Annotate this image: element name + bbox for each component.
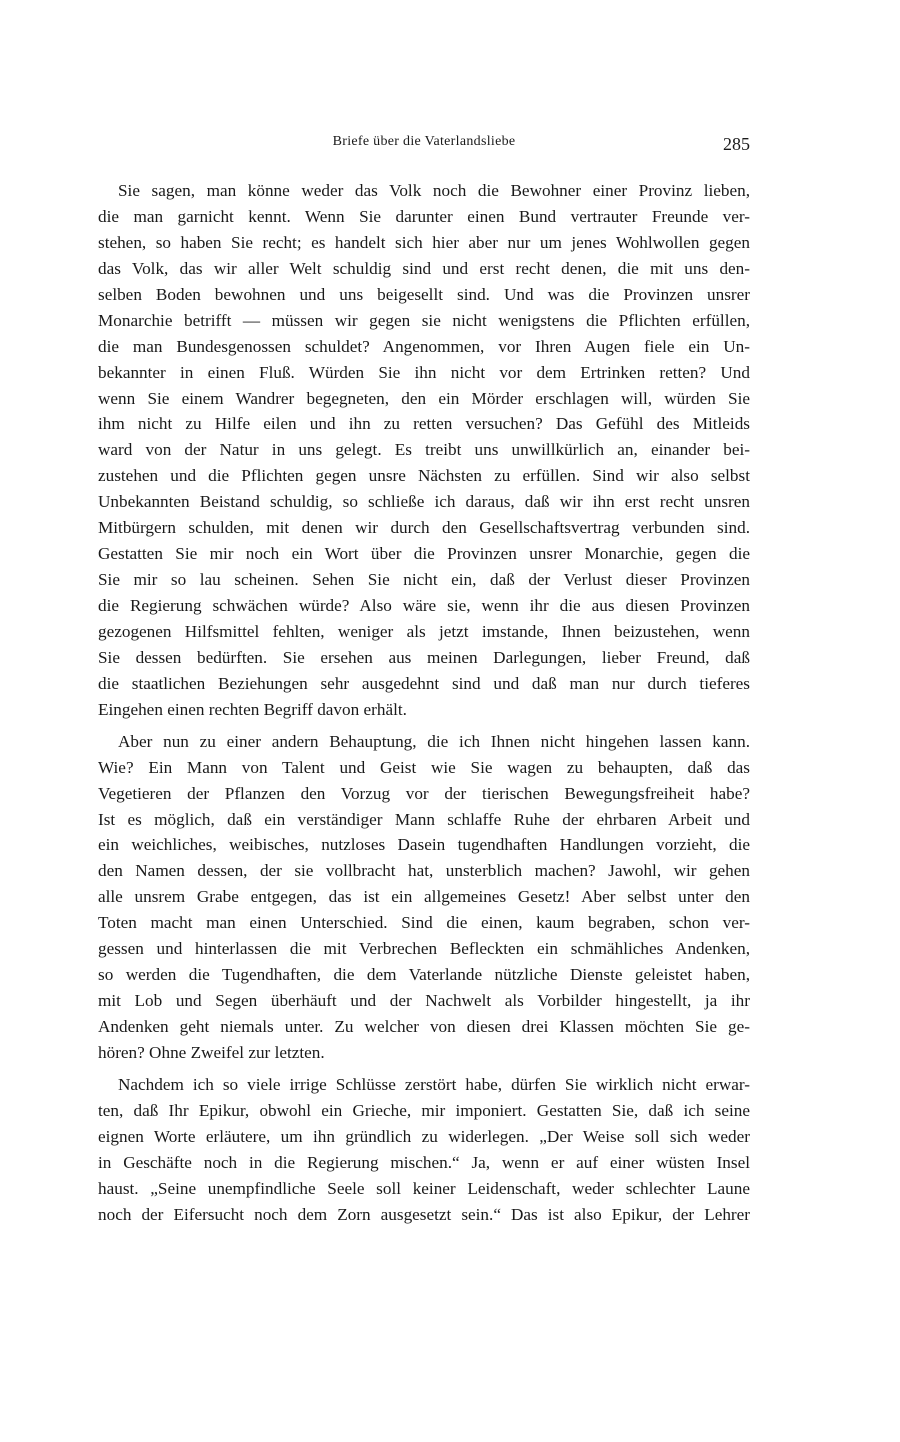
page-number: 285 bbox=[723, 134, 750, 154]
text-line: Sie mir so lau scheinen. Sehen Sie nicht ein, daß der Verlust dieser Provinzen bbox=[98, 570, 750, 590]
text-line: gessen und hinterlassen die mit Verbrechen Befleckten ein schmähliches Andenken, bbox=[98, 939, 750, 959]
text-line: ward von der Natur in uns gelegt. Es treibt uns unwillkürlich an, einander bei- bbox=[98, 440, 750, 460]
text-line: Gestatten Sie mir noch ein Wort über die Provinzen unsrer Monarchie, gegen die bbox=[98, 544, 750, 564]
text-line: Vegetieren der Pflanzen den Vorzug vor der tierischen Bewegungsfreiheit habe? bbox=[98, 783, 750, 803]
text-line: zustehen und die Pflichten gegen unsre Nächsten zu erfüllen. Sind wir also selbst bbox=[98, 466, 750, 486]
text-line: Aber nun zu einer andern Behauptung, die ich Ihnen nicht hingehen lassen kann. bbox=[118, 731, 750, 751]
text-line: stehen, so haben Sie recht; es handelt sich hier aber nur um jenes Wohlwollen gegen bbox=[98, 232, 750, 252]
text-line: ten, daß Ihr Epikur, obwohl ein Grieche, mir imponiert. Gestatten Sie, daß ich seine bbox=[98, 1100, 750, 1120]
text-line: mit Lob und Segen überhäuft und der Nachwelt als Vorbilder hingestellt, ja ihr bbox=[98, 991, 750, 1011]
text-line: Sie dessen bedürften. Sie ersehen aus meinen Darlegungen, lieber Freund, daß bbox=[98, 647, 750, 667]
text-line: so werden die Tugendhaften, die dem Vaterlande nützliche Dienste geleistet haben, bbox=[98, 965, 750, 985]
text-line: hören? Ohne Zweifel zur letzten. bbox=[98, 1042, 325, 1062]
paragraph-1 bbox=[98, 178, 750, 723]
text-line: Ist es möglich, daß ein verständiger Mann schlaffe Ruhe der ehrbaren Arbeit und bbox=[98, 809, 750, 829]
text-line: ihm nicht zu Hilfe eilen und ihn zu retten versuchen? Das Gefühl des Mitleids bbox=[98, 414, 750, 434]
text-line: wenn Sie einem Wandrer begegneten, den ein Mörder erschlagen will, würden Sie bbox=[98, 388, 750, 408]
running-title: Briefe über die Vaterlandsliebe bbox=[332, 134, 516, 149]
text-line: ein weichliches, weibisches, nutzloses Dasein tugendhaften Handlungen vorzieht, die bbox=[98, 835, 750, 855]
text-line: Wie? Ein Mann von Talent und Geist wie Sie wagen zu behaupten, daß das bbox=[98, 757, 750, 777]
text-line: Toten macht man einen Unterschied. Sind die einen, kaum begraben, schon ver- bbox=[98, 913, 750, 933]
text-line: Monarchie betrifft — müssen wir gegen sie nicht wenigstens die Pflichten erfüllen, bbox=[98, 310, 750, 330]
paragraph-3 bbox=[98, 1072, 750, 1228]
text-line: in Geschäfte noch in die Regierung mischen.“ Ja, wenn er auf einer wüsten Insel bbox=[98, 1152, 750, 1172]
text-line: bekannter in einen Fluß. Würden Sie ihn nicht vor dem Ertrinken retten? Und bbox=[98, 362, 750, 382]
text-line: Andenken geht niemals unter. Zu welcher von diesen drei Klassen möchten Sie ge- bbox=[98, 1017, 750, 1036]
running-head bbox=[98, 128, 750, 160]
text-line: Eingehen einen rechten Begriff davon erhält. bbox=[98, 699, 407, 719]
text-line: selben Boden bewohnen und uns beigesellt sind. Und was die Provinzen unsrer bbox=[98, 284, 750, 304]
text-line: das Volk, das wir aller Welt schuldig sind und erst recht denen, die mit uns den- bbox=[98, 258, 750, 278]
body-text bbox=[98, 178, 750, 1228]
text-line: die man garnicht kennt. Wenn Sie darunter einen Bund vertrauter Freunde ver- bbox=[98, 206, 750, 226]
text-line: die staatlichen Beziehungen sehr ausgedehnt sind und daß man nur durch tieferes bbox=[98, 673, 750, 693]
text-line: Sie sagen, man könne weder das Volk noch die Bewohner einer Provinz lieben, bbox=[118, 181, 750, 200]
text-line: die Regierung schwächen würde? Also wäre sie, wenn ihr die aus diesen Provinzen bbox=[98, 596, 750, 615]
text-line: die man Bundesgenossen schuldet? Angenommen, vor Ihren Augen fiele ein Un- bbox=[98, 336, 750, 356]
text-line: Nachdem ich so viele irrige Schlüsse zerstört habe, dürfen Sie wirklich nicht erwar- bbox=[118, 1074, 750, 1094]
text-line: alle unsrem Grabe entgegen, das ist ein allgemeines Gesetz! Aber selbst unter den bbox=[98, 887, 750, 907]
text-line: haust. „Seine unempfindliche Seele soll keiner Leidenschaft, weder schlechter Laune bbox=[98, 1178, 750, 1198]
paragraph-2 bbox=[98, 729, 750, 1066]
text-line: eignen Worte erläutere, um ihn gründlich zu widerlegen. „Der Weise soll sich weder bbox=[98, 1126, 750, 1146]
text-line: Mitbürgern schulden, mit denen wir durch den Gesellschaftsvertrag verbunden sind. bbox=[98, 518, 750, 538]
text-line: gezogenen Hilfsmittel fehlten, weniger als jetzt imstande, Ihnen beizustehen, wenn bbox=[98, 621, 750, 641]
text-line: Unbekannten Beistand schuldig, so schließe ich daraus, daß wir ihn erst recht unsren bbox=[98, 492, 750, 512]
text-line: den Namen dessen, der sie vollbracht hat, unsterblich machen? Jawohl, wir gehen bbox=[98, 861, 750, 881]
text-line: noch der Eifersucht noch dem Zorn ausgesetzt sein.“ Das ist also Epikur, der Lehrer bbox=[98, 1204, 750, 1224]
